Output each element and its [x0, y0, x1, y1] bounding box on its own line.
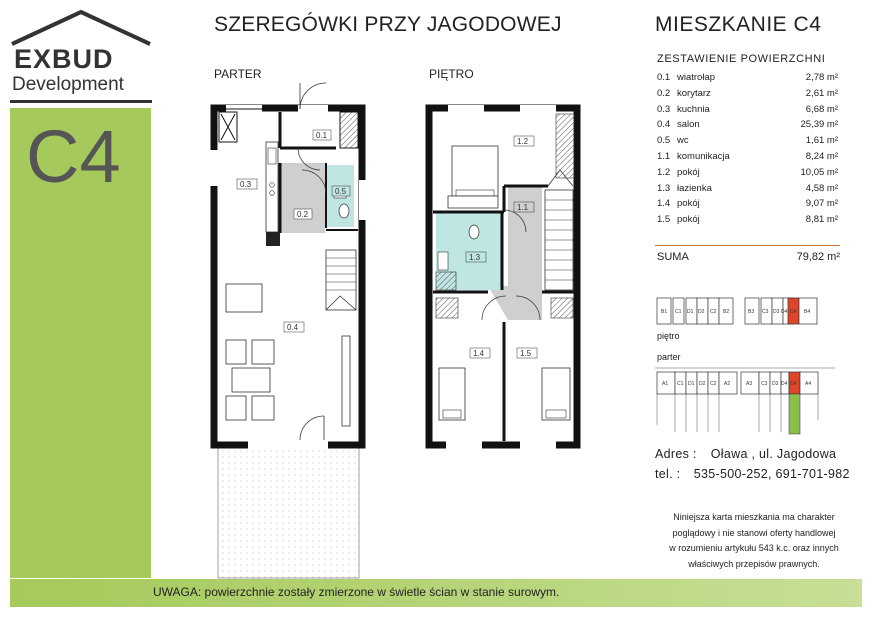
upper-floor-label: PIĘTRO — [429, 67, 474, 81]
area-row: 1.1 komunikacja 8,24 m² — [657, 150, 838, 162]
areas-header: ZESTAWIENIE POWIERZCHNI — [657, 53, 826, 65]
svg-text:C1: C1 — [677, 381, 684, 387]
key-highlight-garden — [789, 394, 800, 434]
room-label-15: 1.5 — [520, 349, 532, 358]
area-row: 0.2 korytarz 2,61 m² — [657, 87, 838, 99]
key-plan-upper — [657, 298, 817, 324]
sum-value: 79,82 m² — [796, 251, 840, 263]
area-row: 1.2 pokój 10,05 m² — [657, 166, 838, 178]
logo-wordmark: EXBUD — [14, 44, 114, 74]
disclaimer-line: poglądowy i nie stanowi oferty handlowej — [672, 527, 836, 538]
room-label-12: 1.2 — [517, 137, 529, 146]
svg-text:A4: A4 — [805, 381, 812, 387]
area-row: 0.5 wc 1,61 m² — [657, 135, 838, 147]
svg-text:B4: B4 — [804, 309, 811, 315]
terrace — [218, 445, 359, 578]
upper-floor-plan — [429, 105, 577, 449]
svg-text:B1: B1 — [661, 309, 668, 315]
unit-code-large: C4 — [26, 115, 121, 198]
svg-text:C4: C4 — [790, 309, 797, 315]
disclaimer-line: Niniejsza karta mieszkania ma charakter — [673, 512, 835, 522]
room-label-14: 1.4 — [473, 349, 485, 358]
logo-subtitle: Development — [12, 74, 124, 95]
room-label-05: 0.5 — [335, 187, 347, 196]
landing-fill — [508, 186, 542, 286]
sum-divider — [655, 245, 840, 246]
address — [655, 447, 836, 461]
svg-text:A3: A3 — [746, 381, 753, 387]
svg-text:A1: A1 — [662, 381, 669, 387]
svg-text:B3: B3 — [748, 309, 755, 315]
room-label-03: 0.3 — [240, 180, 252, 189]
svg-text:D1: D1 — [687, 309, 694, 315]
area-row: 0.3 kuchnia 6,68 m² — [657, 103, 838, 115]
room-label-02: 0.2 — [297, 210, 309, 219]
phone-label: tel. : — [655, 467, 681, 481]
svg-text:C3: C3 — [762, 309, 769, 315]
sum-label: SUMA — [657, 251, 689, 263]
warning-text: UWAGA: powierzchnie zostały zmierzone w świetle ścian w stanie surowym. — [153, 585, 560, 599]
svg-text:D2: D2 — [698, 309, 705, 315]
svg-text:D4: D4 — [781, 381, 788, 387]
svg-text:C2: C2 — [710, 381, 717, 387]
hallway-fill — [280, 163, 325, 233]
svg-text:D3: D3 — [773, 309, 780, 315]
svg-text:C1: C1 — [675, 309, 682, 315]
svg-text:D1: D1 — [688, 381, 695, 387]
svg-text:D2: D2 — [699, 381, 706, 387]
room-label-04: 0.4 — [287, 323, 299, 332]
room-label-13: 1.3 — [469, 253, 481, 262]
svg-text:C2: C2 — [710, 309, 717, 315]
room-label-11: 1.1 — [517, 203, 529, 212]
address-label: Adres : — [655, 447, 697, 461]
svg-text:A2: A2 — [724, 381, 731, 387]
svg-text:D4: D4 — [781, 309, 788, 315]
svg-text:B2: B2 — [723, 309, 730, 315]
svg-text:D3: D3 — [772, 381, 779, 387]
key-plan-upper-label: piętro — [657, 331, 680, 341]
area-row: 0.1 wiatrołap 2,78 m² — [657, 72, 838, 83]
room-label-01: 0.1 — [316, 131, 328, 140]
key-plan-ground-label: parter — [657, 352, 681, 362]
svg-text:C4: C4 — [790, 381, 797, 387]
address-value: Oława , ul. Jagodowa — [710, 447, 837, 461]
project-title: SZEREGÓWKI PRZY JAGODOWEJ — [214, 13, 562, 36]
areas-table — [657, 72, 840, 230]
phone — [655, 467, 850, 481]
key-plan-ground — [655, 368, 835, 434]
apartment-title: MIESZKANIE C4 — [655, 13, 822, 36]
ground-floor-label: PARTER — [214, 67, 262, 81]
area-row: 0.4 salon 25,39 m² — [657, 119, 838, 131]
area-row: 1.4 pokój 9,07 m² — [657, 198, 838, 210]
svg-text:C3: C3 — [761, 381, 768, 387]
disclaimer-line: właściwych przepisów prawnych. — [688, 558, 820, 569]
area-row: 1.5 pokój 8,81 m² — [657, 214, 838, 226]
phone-value: 535-500-252, 691-701-982 — [693, 467, 850, 481]
disclaimer — [655, 510, 853, 572]
area-row: 1.3 łazienka 4,58 m² — [657, 182, 838, 194]
disclaimer-line: w rozumieniu artykułu 543 k.c. oraz innych — [669, 543, 839, 554]
